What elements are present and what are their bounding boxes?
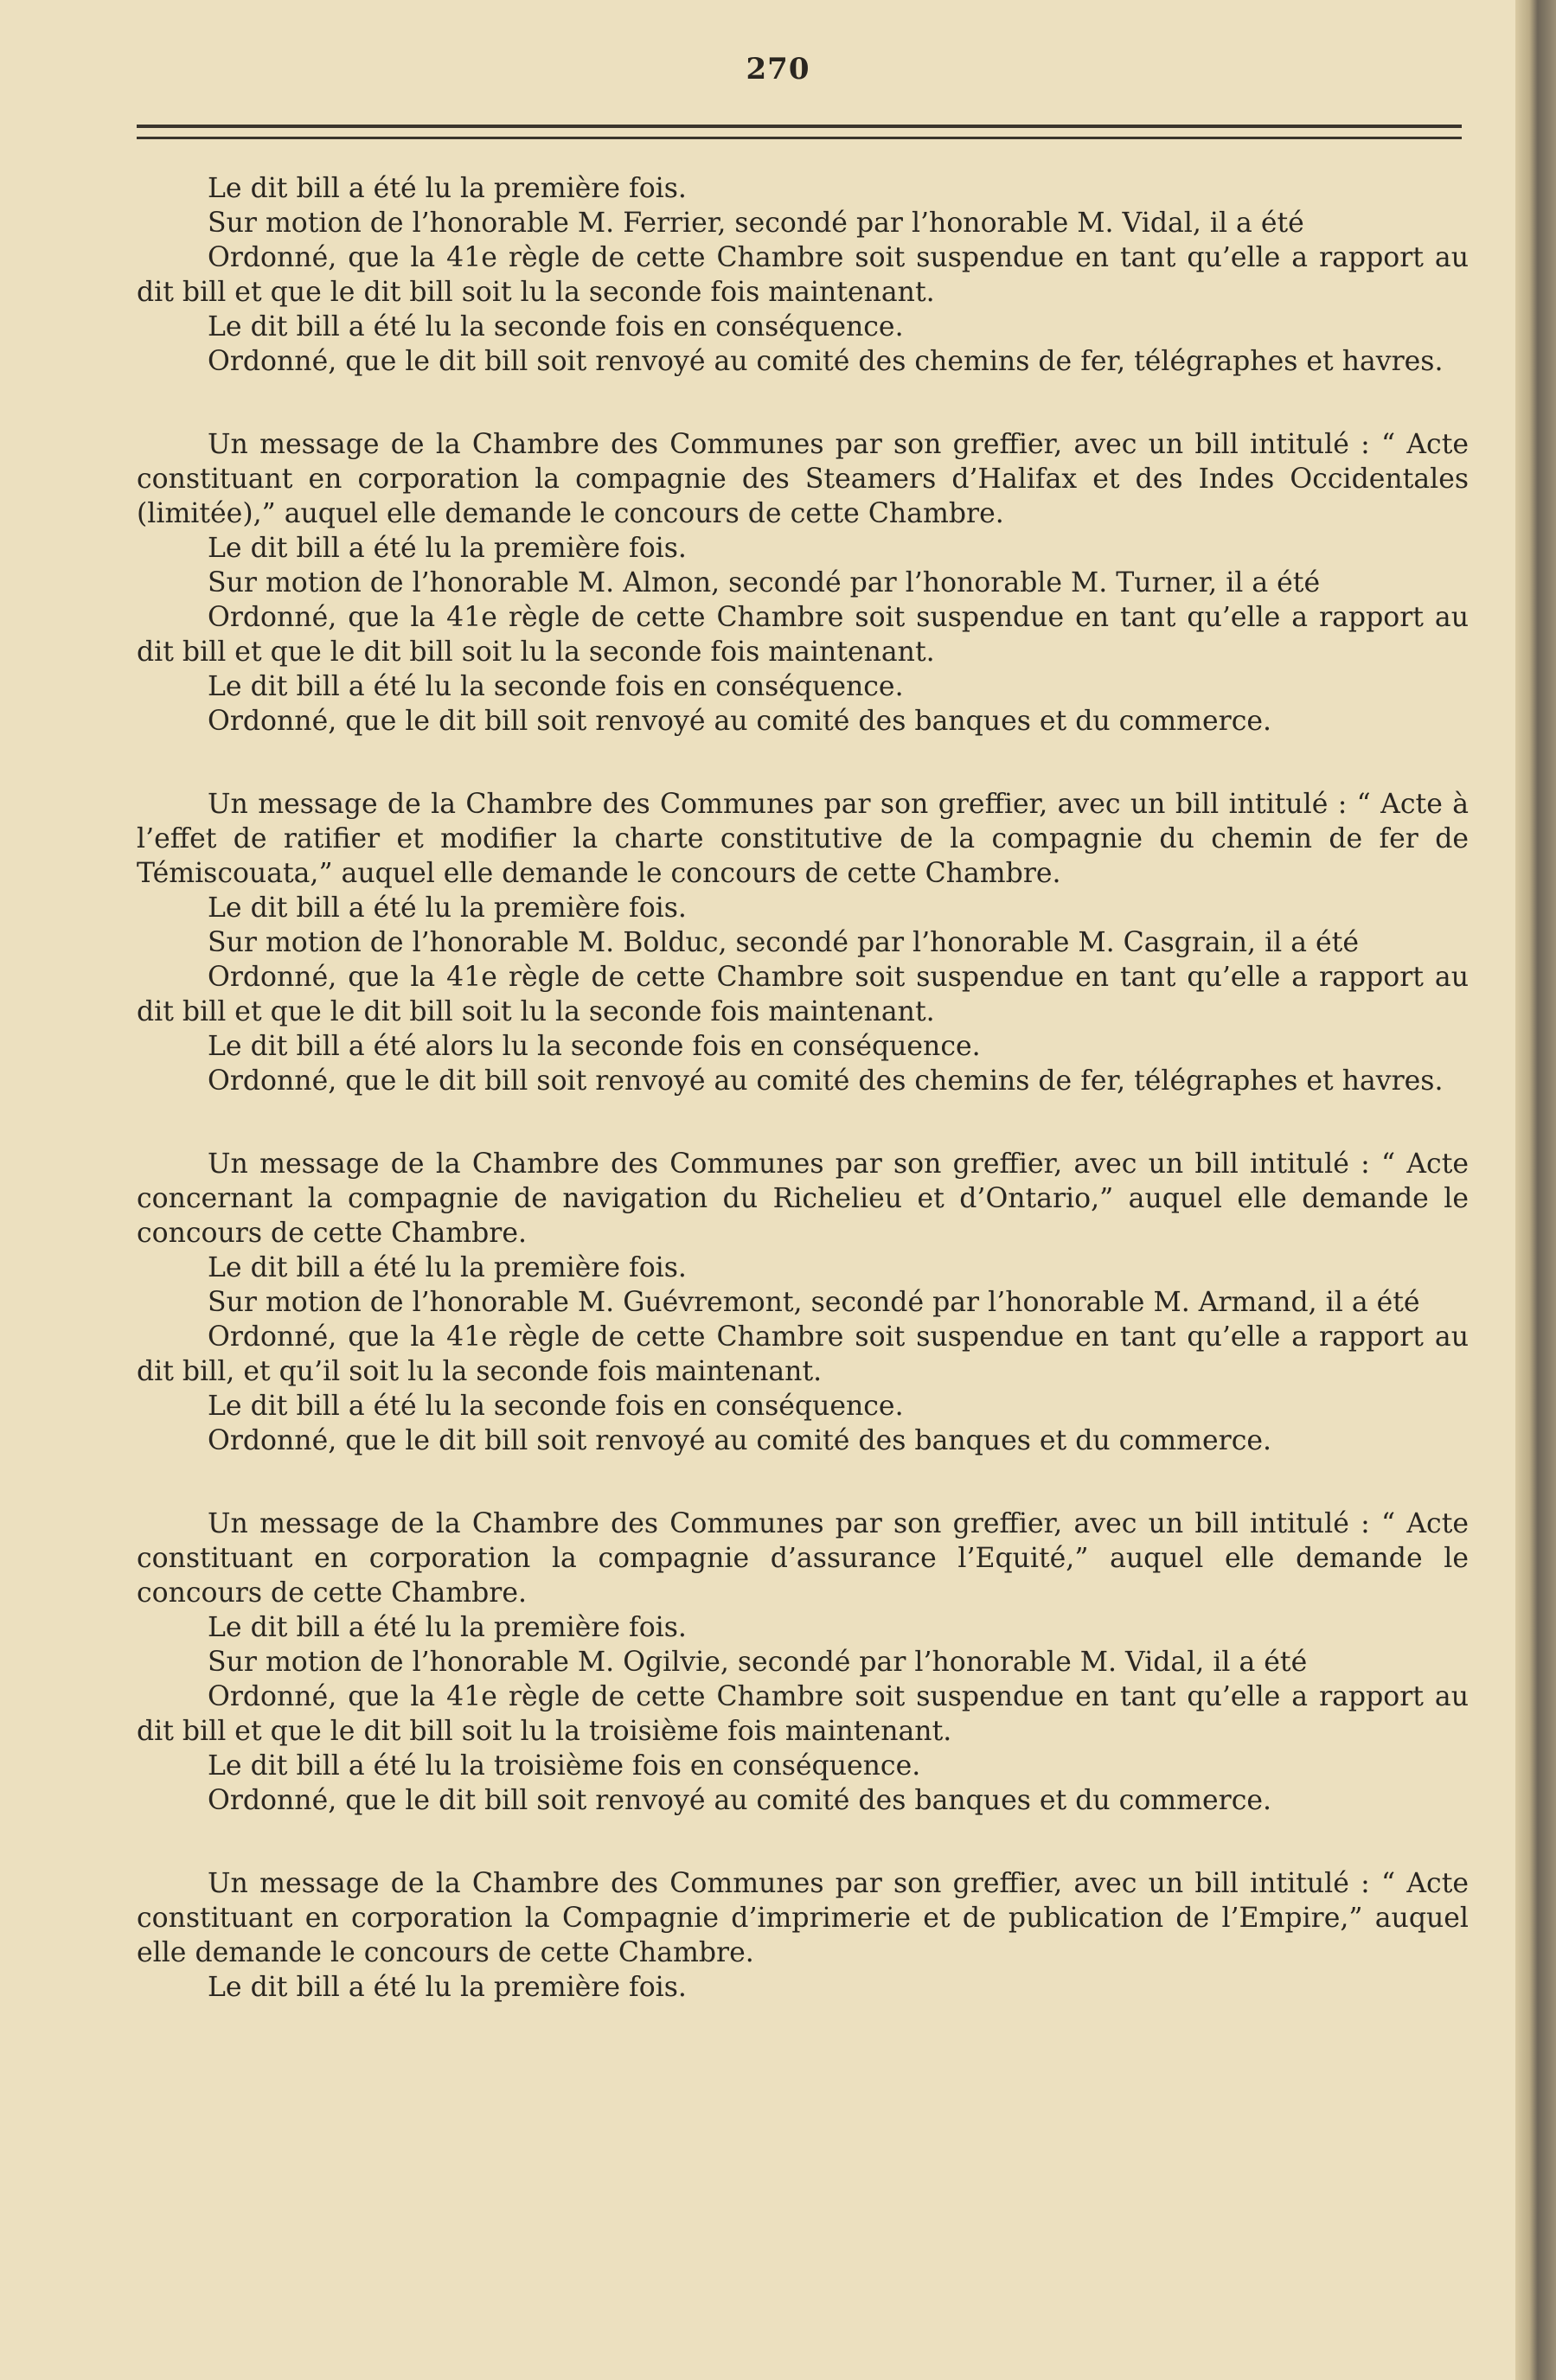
entry-paragraph: Ordonné, que la 41e règle de cette Chambre soit suspendue en tant qu’elle a rapport au dit bill et que le dit bill soit lu la seconde fois maintenant. <box>137 602 1469 668</box>
entry-paragraph: Sur motion de l’honorable M. Ogilvie, secondé par l’honorable M. Vidal, il a été <box>208 1647 1308 1678</box>
entry-paragraph: Un message de la Chambre des Communes par son greffier, avec un bill intitulé : “ Acte constituant en corporation la Compagnie d’imprimerie et de publication de l’Empire,” auquel elle demande le concours de cette Chambre. <box>137 1868 1469 1968</box>
entry-paragraph: Le dit bill a été lu la première fois. <box>208 173 687 204</box>
entry-paragraph: Le dit bill a été lu la seconde fois en conséquence. <box>208 1391 904 1422</box>
entry-paragraph: Ordonné, que la 41e règle de cette Chambre soit suspendue en tant qu’elle a rapport au dit bill et que le dit bill soit lu la seconde fois maintenant. <box>137 242 1469 308</box>
entry-paragraph: Un message de la Chambre des Communes par son greffier, avec un bill intitulé : “ Acte concernant la compagnie de navigation du Richelieu et d’Ontario,” auquel elle demande le concours de cette Chambre. <box>137 1148 1469 1249</box>
entry-paragraph: Le dit bill a été lu la première fois. <box>208 533 687 564</box>
entry-paragraph: Sur motion de l’honorable M. Bolduc, secondé par l’honorable M. Casgrain, il a été <box>208 927 1359 958</box>
entry-paragraph: Ordonné, que le dit bill soit renvoyé au comité des banques et du commerce. <box>208 1785 1272 1816</box>
header-rule <box>137 125 1462 128</box>
page-number: 270 <box>746 52 810 86</box>
entry-paragraph: Ordonné, que le dit bill soit renvoyé au comité des banques et du commerce. <box>208 706 1272 737</box>
entry-paragraph: Le dit bill a été lu la première fois. <box>208 1252 687 1283</box>
entry-paragraph: Un message de la Chambre des Communes par son greffier, avec un bill intitulé : “ Acte constituant en corporation la compagnie des Steamers d’Halifax et des Indes Occidentales (limitée),” auquel elle demande le concours de cette Chambre. <box>137 429 1469 529</box>
header-rule-secondary <box>137 137 1462 139</box>
journal-entry <box>137 787 1469 1098</box>
entry-paragraph: Le dit bill a été lu la première fois. <box>208 1612 687 1643</box>
document-body <box>137 171 1469 2053</box>
entry-paragraph: Le dit bill a été alors lu la seconde fois en conséquence. <box>208 1031 981 1062</box>
journal-entry <box>137 1507 1469 1818</box>
entry-paragraph: Ordonné, que la 41e règle de cette Chambre soit suspendue en tant qu’elle a rapport au dit bill et que le dit bill soit lu la seconde fois maintenant. <box>137 962 1469 1027</box>
entry-paragraph: Ordonné, que le dit bill soit renvoyé au comité des chemins de fer, télégraphes et havres. <box>208 1065 1444 1097</box>
entry-paragraph: Ordonné, que la 41e règle de cette Chambre soit suspendue en tant qu’elle a rapport au dit bill, et qu’il soit lu la seconde fois maintenant. <box>137 1321 1469 1387</box>
entry-paragraph: Ordonné, que la 41e règle de cette Chambre soit suspendue en tant qu’elle a rapport au dit bill et que le dit bill soit lu la troisième fois maintenant. <box>137 1681 1469 1747</box>
book-binding-edge <box>1515 0 1556 2380</box>
journal-entry <box>137 171 1469 379</box>
entry-paragraph: Un message de la Chambre des Communes par son greffier, avec un bill intitulé : “ Acte constituant en corporation la compagnie d’assurance l’Equité,” auquel elle demande le concours de cette Chambre. <box>137 1508 1469 1609</box>
entry-paragraph: Ordonné, que le dit bill soit renvoyé au comité des chemins de fer, télégraphes et havres. <box>208 346 1444 377</box>
entry-paragraph: Un message de la Chambre des Communes par son greffier, avec un bill intitulé : “ Acte à l’effet de ratifier et modifier la charte constitutive de la compagnie du chemin de fer de Témiscouata,” auquel elle demande le concours de cette Chambre. <box>137 789 1469 889</box>
entry-paragraph: Le dit bill a été lu la première fois. <box>208 892 687 924</box>
entry-paragraph: Le dit bill a été lu la seconde fois en conséquence. <box>208 671 904 702</box>
journal-entry <box>137 1866 1469 2005</box>
entry-paragraph: Ordonné, que le dit bill soit renvoyé au comité des banques et du commerce. <box>208 1425 1272 1456</box>
entry-paragraph: Sur motion de l’honorable M. Guévremont, secondé par l’honorable M. Armand, il a été <box>208 1287 1420 1318</box>
entry-paragraph: Le dit bill a été lu la seconde fois en conséquence. <box>208 311 904 342</box>
entry-paragraph: Sur motion de l’honorable M. Ferrier, secondé par l’honorable M. Vidal, il a été <box>208 208 1304 239</box>
entry-paragraph: Le dit bill a été lu la troisième fois en conséquence. <box>208 1750 921 1782</box>
entry-paragraph: Le dit bill a été lu la première fois. <box>208 1972 687 2003</box>
entry-paragraph: Sur motion de l’honorable M. Almon, secondé par l’honorable M. Turner, il a été <box>208 567 1321 598</box>
journal-entry <box>137 427 1469 739</box>
journal-entry <box>137 1147 1469 1458</box>
